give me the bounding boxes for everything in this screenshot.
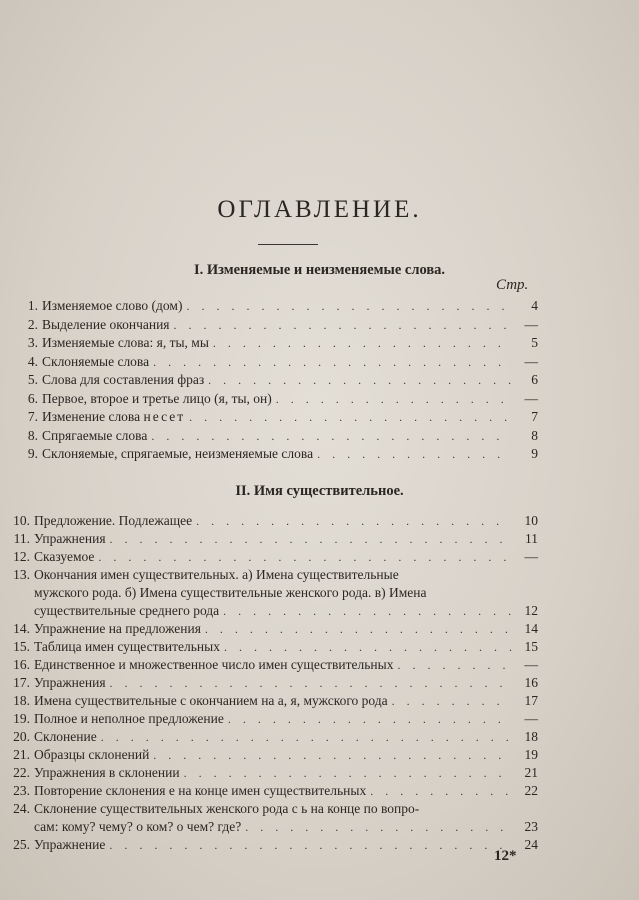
toc-entry: 25. Упражнение . . . 24 [2,836,538,854]
section-heading-2: II. Имя существительное. [235,483,404,499]
toc-entry: 9. Склоняемые, спрягаемые, неизменяемые слова . . . 9 [10,445,538,463]
toc-entry-line: мужского рода. б) Имена существительные женского рода. в) Имена [34,585,427,600]
toc-entry: 19. Полное и неполное предложение . . . — [2,710,538,728]
toc-entry: 5. Слова для составления фраз . . . 6 [10,371,538,389]
toc-entry: 8. Спрягаемые слова . . . 8 [10,427,538,445]
toc-entry: 20. Склонение . . . 18 [2,728,538,746]
toc-entry: 15. Таблица имен существительных . . . 15 [2,638,538,656]
toc-entry: 10. Предложение. Подлежащее . . . 10 [2,512,538,530]
toc-entry: 2. Выделение окончания . . . — [10,316,538,334]
toc-entry: 18. Имена существительные с окончанием на а, я, мужского рода . . . 17 [2,692,538,710]
toc-entry: 14. Упражнение на предложения . . . 14 [2,620,538,638]
toc-entry: 12. Сказуемое . . . — [2,548,538,566]
toc-entry: 6. Первое, второе и третье лицо (я, ты, он) . . . — [10,390,538,408]
toc-entry: 11. Упражнения . . . 11 [2,530,538,548]
toc-entry: сам: кому? чему? о ком? о чем? где? . . . 23 [2,818,538,836]
page-title: ОГЛАВЛЕНИЕ. [217,196,422,223]
toc-entry: 22. Упражнения в склонении . . . 21 [2,764,538,782]
toc-entry-line: 13. Окончания имен существительных. а) Имена существительные [13,567,399,582]
toc-entry: 4. Склоняемые слова . . . — [10,353,538,371]
signature-mark: 12* [494,848,517,864]
toc-entry: 23. Повторение склонения е на конце имен существительных . . . 22 [2,782,538,800]
toc-entry: 1. Изменяемое слово (дом) . . . 4 [10,297,538,315]
toc-entry: 7. Изменение слова несет . . . 7 [10,408,538,426]
toc-entry: 16. Единственное и множественное число имен существительных . . . — [2,656,538,674]
page-column-label: Стр. [496,277,529,293]
toc-entry: 3. Изменяемые слова: я, ты, мы . . . 5 [10,334,538,352]
section-heading-1: I. Изменяемые и неизменяемые слова. [193,262,446,278]
toc-entry: 17. Упражнения . . . 16 [2,674,538,692]
toc-entry-line: 24. Склонение существительных женского рода с ь на конце по вопро- [13,801,420,816]
toc-entry: существительные среднего рода . . . 12 [2,602,538,620]
toc-entry: 21. Образцы склонений . . . 19 [2,746,538,764]
title-divider [258,244,318,245]
